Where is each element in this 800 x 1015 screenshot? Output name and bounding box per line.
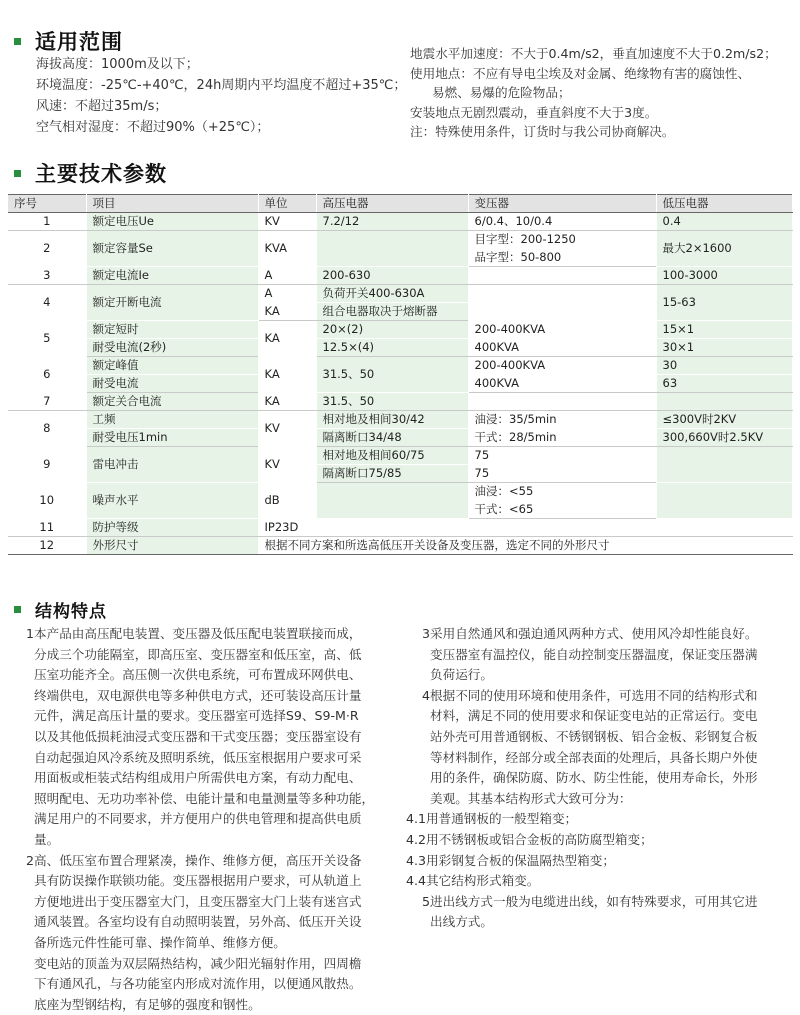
structure-left-column — [26, 624, 398, 1015]
table-cell: 相对地及相间30/42 — [316, 411, 468, 429]
structure-line: 1本产品由高压配电装置、变压器及低压配电装置联接而成， — [26, 626, 362, 641]
table-cell: KV — [258, 411, 316, 447]
table-cell: 2 — [8, 231, 86, 267]
table-cell: 目字型：200-1250 — [468, 231, 656, 249]
structure-line: 方便地进出于变压器室大门，且变压器室大门上装有迷宫式 — [34, 893, 362, 909]
structure-line: 5进出线方式一般为电缆进出线，如有特殊要求，可用其它进 — [422, 893, 758, 909]
table-cell: 30 — [656, 357, 792, 375]
scope-item: 注：特殊使用条件，订货时与我公司协商解决。 — [410, 124, 675, 139]
scope-right-list — [410, 44, 777, 142]
table-cell: 10 — [8, 483, 86, 519]
table-cell: IP23D — [258, 519, 792, 537]
structure-line: 负荷运行。 — [430, 667, 493, 683]
section-marker-icon — [14, 38, 21, 45]
table-header-row — [8, 195, 792, 213]
table-cell: KV — [258, 447, 316, 483]
structure-line: 照明配电、无功功率补偿、电能计量和电量测量等多种功能， — [34, 790, 375, 806]
table-cell: 31.5、50 — [316, 357, 468, 393]
scope-item: 地震水平加速度：不大于0.4m/s2，垂直加速度不大于0.2m/s2； — [410, 46, 777, 61]
table-cell: 组合电器取决于熔断器 — [316, 303, 468, 321]
section-marker-icon — [14, 606, 21, 613]
table-row — [8, 339, 792, 357]
structure-line: 出线方式。 — [430, 914, 493, 930]
structure-line: 具有防误操作联锁功能。变压器根据用户要求，可从轨道上 — [34, 873, 362, 889]
table-cell: 12.5×(4) — [316, 339, 468, 357]
table-cell: 油浸：<55 — [468, 483, 656, 501]
header-cell: 序号 — [8, 195, 86, 213]
structure-line: 2高、低压室布置合理紧凑，操作、维修方便，高压开关设备 — [26, 852, 362, 868]
table-cell — [468, 393, 656, 411]
table-cell: 200-400KVA — [468, 357, 656, 375]
table-cell: 工频 — [86, 411, 258, 429]
table-cell: 噪声水平 — [86, 483, 258, 519]
section-title: 主要技术参数 — [35, 162, 167, 186]
table-cell: KA — [258, 357, 316, 393]
table-cell: 15×1 — [656, 321, 792, 339]
structure-line: 等材料制作，经部分或全部表面的处理后，具备长期户外使 — [430, 749, 758, 765]
table-row — [8, 483, 792, 501]
header-cell: 单位 — [258, 195, 316, 213]
structure-line: 终端供电，双电源供电等多种供电方式，还可装设高压计量 — [34, 687, 362, 703]
table-cell: dB — [258, 483, 316, 519]
table-cell: 根据不同方案和所选高低压开关设备及变压器，选定不同的外形尺寸 — [258, 537, 792, 555]
structure-line: 变压器室有温控仪，能自动控制变压器温度，保证变压器满 — [430, 646, 758, 662]
table-cell: 耐受电压1min — [86, 429, 258, 447]
table-cell: 400KVA — [468, 375, 656, 393]
table-cell: 最大2×1600 — [656, 231, 792, 267]
table-row — [8, 411, 792, 429]
table-cell: 相对地及相间60/75 — [316, 447, 468, 465]
table-cell: 15-63 — [656, 285, 792, 321]
scope-item: 空气相对湿度：不超过90%（+25℃）； — [36, 120, 270, 135]
structure-line: 4.4其它结构形式箱变。 — [406, 873, 540, 889]
table-cell: 干式：<65 — [468, 501, 656, 519]
table-cell: 额定峰值 — [86, 357, 258, 375]
table-cell: 30×1 — [656, 339, 792, 357]
structure-line: 变电站的顶盖为双层隔热结构，减少阳光辐射作用，四周檐 — [34, 955, 362, 971]
table-row — [8, 321, 792, 339]
table-cell: 12 — [8, 537, 86, 555]
table-row — [8, 393, 792, 411]
structure-line: 3采用自然通风和强迫通风两种方式、使用风冷却性能良好。 — [422, 626, 758, 641]
table-row — [8, 429, 792, 447]
table-cell: 8 — [8, 411, 86, 447]
table-cell — [468, 285, 656, 321]
scope-item: 海拔高度：1000m及以下； — [36, 57, 199, 72]
table-cell: 额定关合电流 — [86, 393, 258, 411]
table-row — [8, 537, 792, 555]
table-cell: KV — [258, 213, 316, 231]
table-cell: 7.2/12 — [316, 213, 468, 231]
table-cell: ≤300V时2KV — [656, 411, 792, 429]
table-cell: 6 — [8, 357, 86, 393]
structure-line: 站外壳可用普通钢板、不锈钢钢板、铝合金板、彩钢复合板 — [430, 728, 758, 744]
table-cell — [316, 231, 468, 267]
table-cell: 0.4 — [656, 213, 792, 231]
structure-line: 用的条件，确保防腐、防水、防尘性能，使用寿命长，外形 — [430, 770, 758, 786]
table-cell — [656, 393, 792, 411]
header-cell: 高压电器 — [316, 195, 468, 213]
structure-line: 下有通风孔，与各功能室内形成对流作用，以便通风散热。 — [34, 976, 362, 992]
table-cell: 外形尺寸 — [86, 537, 258, 555]
table-cell: KVA — [258, 231, 316, 267]
table-cell: KA — [258, 321, 316, 357]
section-header-scope — [14, 26, 123, 56]
scope-item: 风速：不超过35m/s； — [36, 99, 168, 114]
table-cell: 31.5、50 — [316, 393, 468, 411]
table-cell: KA — [258, 303, 316, 321]
table-cell: 75 — [468, 465, 656, 483]
structure-line: 压室功能齐全。高压侧一次供电系统，可布置成环网供电、 — [34, 667, 362, 683]
scope-item: 使用地点：不应有导电尘埃及对金属、绝缘物有害的腐蚀性、 — [410, 65, 751, 81]
header-cell: 低压电器 — [656, 195, 792, 213]
table-cell: KA — [258, 393, 316, 411]
table-cell: 额定容量Se — [86, 231, 258, 267]
table-cell: 耐受电流(2秒) — [86, 339, 258, 357]
structure-line: 底座为型钢结构，有足够的强度和钢性。 — [34, 996, 261, 1012]
table-row — [8, 231, 792, 249]
table-row — [8, 357, 792, 375]
table-cell: 额定电压Ue — [86, 213, 258, 231]
table-cell: 5 — [8, 321, 86, 357]
table-cell — [656, 447, 792, 483]
header-cell: 项目 — [86, 195, 258, 213]
structure-line: 分成三个功能隔室，即高压室、变压器室和低压室，高、低 — [34, 646, 362, 662]
table-row — [8, 447, 792, 465]
scope-item: 环境温度：-25℃-+40℃，24h周期内平均温度不超过+35℃； — [36, 78, 407, 93]
table-cell: 300,660V时2.5KV — [656, 429, 792, 447]
table-cell: 3 — [8, 267, 86, 285]
table-row — [8, 285, 792, 303]
table-cell: 隔离断口75/85 — [316, 465, 468, 483]
table-cell: 7 — [8, 393, 86, 411]
table-cell: 100-3000 — [656, 267, 792, 285]
table-cell: 额定短时 — [86, 321, 258, 339]
table-cell: 负荷开关400-630A — [316, 285, 468, 303]
structure-line: 4.1用普通钢板的一般型箱变； — [406, 811, 578, 827]
table-cell: 耐受电流 — [86, 375, 258, 393]
table-cell — [468, 267, 656, 285]
table-row — [8, 267, 792, 285]
structure-line: 自动起强迫风冷系统及照明系统，低压室根据用户要求可采 — [34, 749, 362, 765]
table-cell: 1 — [8, 213, 86, 231]
table-cell: 400KVA — [468, 339, 656, 357]
table-cell: 干式：28/5min — [468, 429, 656, 447]
structure-line: 以及其他低损耗油浸式变压器和干式变压器；变压器室设有 — [34, 728, 362, 744]
table-row — [8, 213, 792, 231]
section-header-structure — [14, 597, 107, 622]
table-cell: 品字型：50-800 — [468, 249, 656, 267]
structure-line: 4根据不同的使用环境和使用条件，可选用不同的结构形式和 — [422, 687, 758, 703]
section-marker-icon — [14, 170, 21, 177]
table-cell: 20×(2) — [316, 321, 468, 339]
table-cell: 11 — [8, 519, 86, 537]
table-cell: A — [258, 267, 316, 285]
structure-line: 材料，满足不同的使用要求和保证变电站的正常运行。变电 — [430, 708, 758, 724]
structure-line: 美观。其基本结构形式大致可分为： — [430, 790, 632, 806]
structure-line: 4.3用彩钢复合板的保温隔热型箱变； — [406, 852, 615, 868]
table-cell: A — [258, 285, 316, 303]
section-title: 适用范围 — [35, 30, 123, 54]
table-cell: 隔离断口34/48 — [316, 429, 468, 447]
table-cell: 63 — [656, 375, 792, 393]
scope-item: 易燃、易爆的危险物品； — [432, 85, 571, 100]
table-cell: 75 — [468, 447, 656, 465]
structure-line: 备所选元件性能可靠、操作简单、维修方便。 — [34, 934, 286, 950]
table-cell: 额定电流Ie — [86, 267, 258, 285]
table-cell: 4 — [8, 285, 86, 321]
table-cell: 6/0.4、10/0.4 — [468, 213, 656, 231]
section-title: 结构特点 — [35, 602, 107, 622]
table-cell: 9 — [8, 447, 86, 483]
structure-line: 量。 — [34, 831, 60, 847]
table-cell: 油浸：35/5min — [468, 411, 656, 429]
table-cell — [316, 483, 468, 519]
structure-line: 元件，满足高压计量的要求。变压器室可选择S9、S9-M·R — [34, 708, 359, 724]
section-header-params — [14, 158, 167, 188]
structure-line: 用面板或柜装式结构组成用户所需供电方案，有动力配电、 — [34, 770, 362, 786]
scope-item: 安装地点无剧烈震动，垂直斜度不大于3度。 — [410, 104, 658, 120]
table-cell: 雷电冲击 — [86, 447, 258, 483]
structure-right-column — [406, 624, 794, 933]
table-cell: 200-630 — [316, 267, 468, 285]
structure-line: 通风装置。各室均设有自动照明装置，另外高、低压开关设 — [34, 914, 362, 930]
table-cell: 额定开断电流 — [86, 285, 258, 321]
table-row — [8, 519, 792, 537]
structure-line: 满足用户的不同要求，并方便用户的供电管理和提高供电质 — [34, 811, 362, 827]
structure-line: 4.2用不锈钢板或铝合金板的高防腐型箱变； — [406, 831, 653, 847]
table-cell: 防护等级 — [86, 519, 258, 537]
specs-table — [8, 194, 793, 555]
scope-left-list — [36, 54, 406, 138]
table-cell: 200-400KVA — [468, 321, 656, 339]
header-cell: 变压器 — [468, 195, 656, 213]
table-cell — [656, 483, 792, 519]
